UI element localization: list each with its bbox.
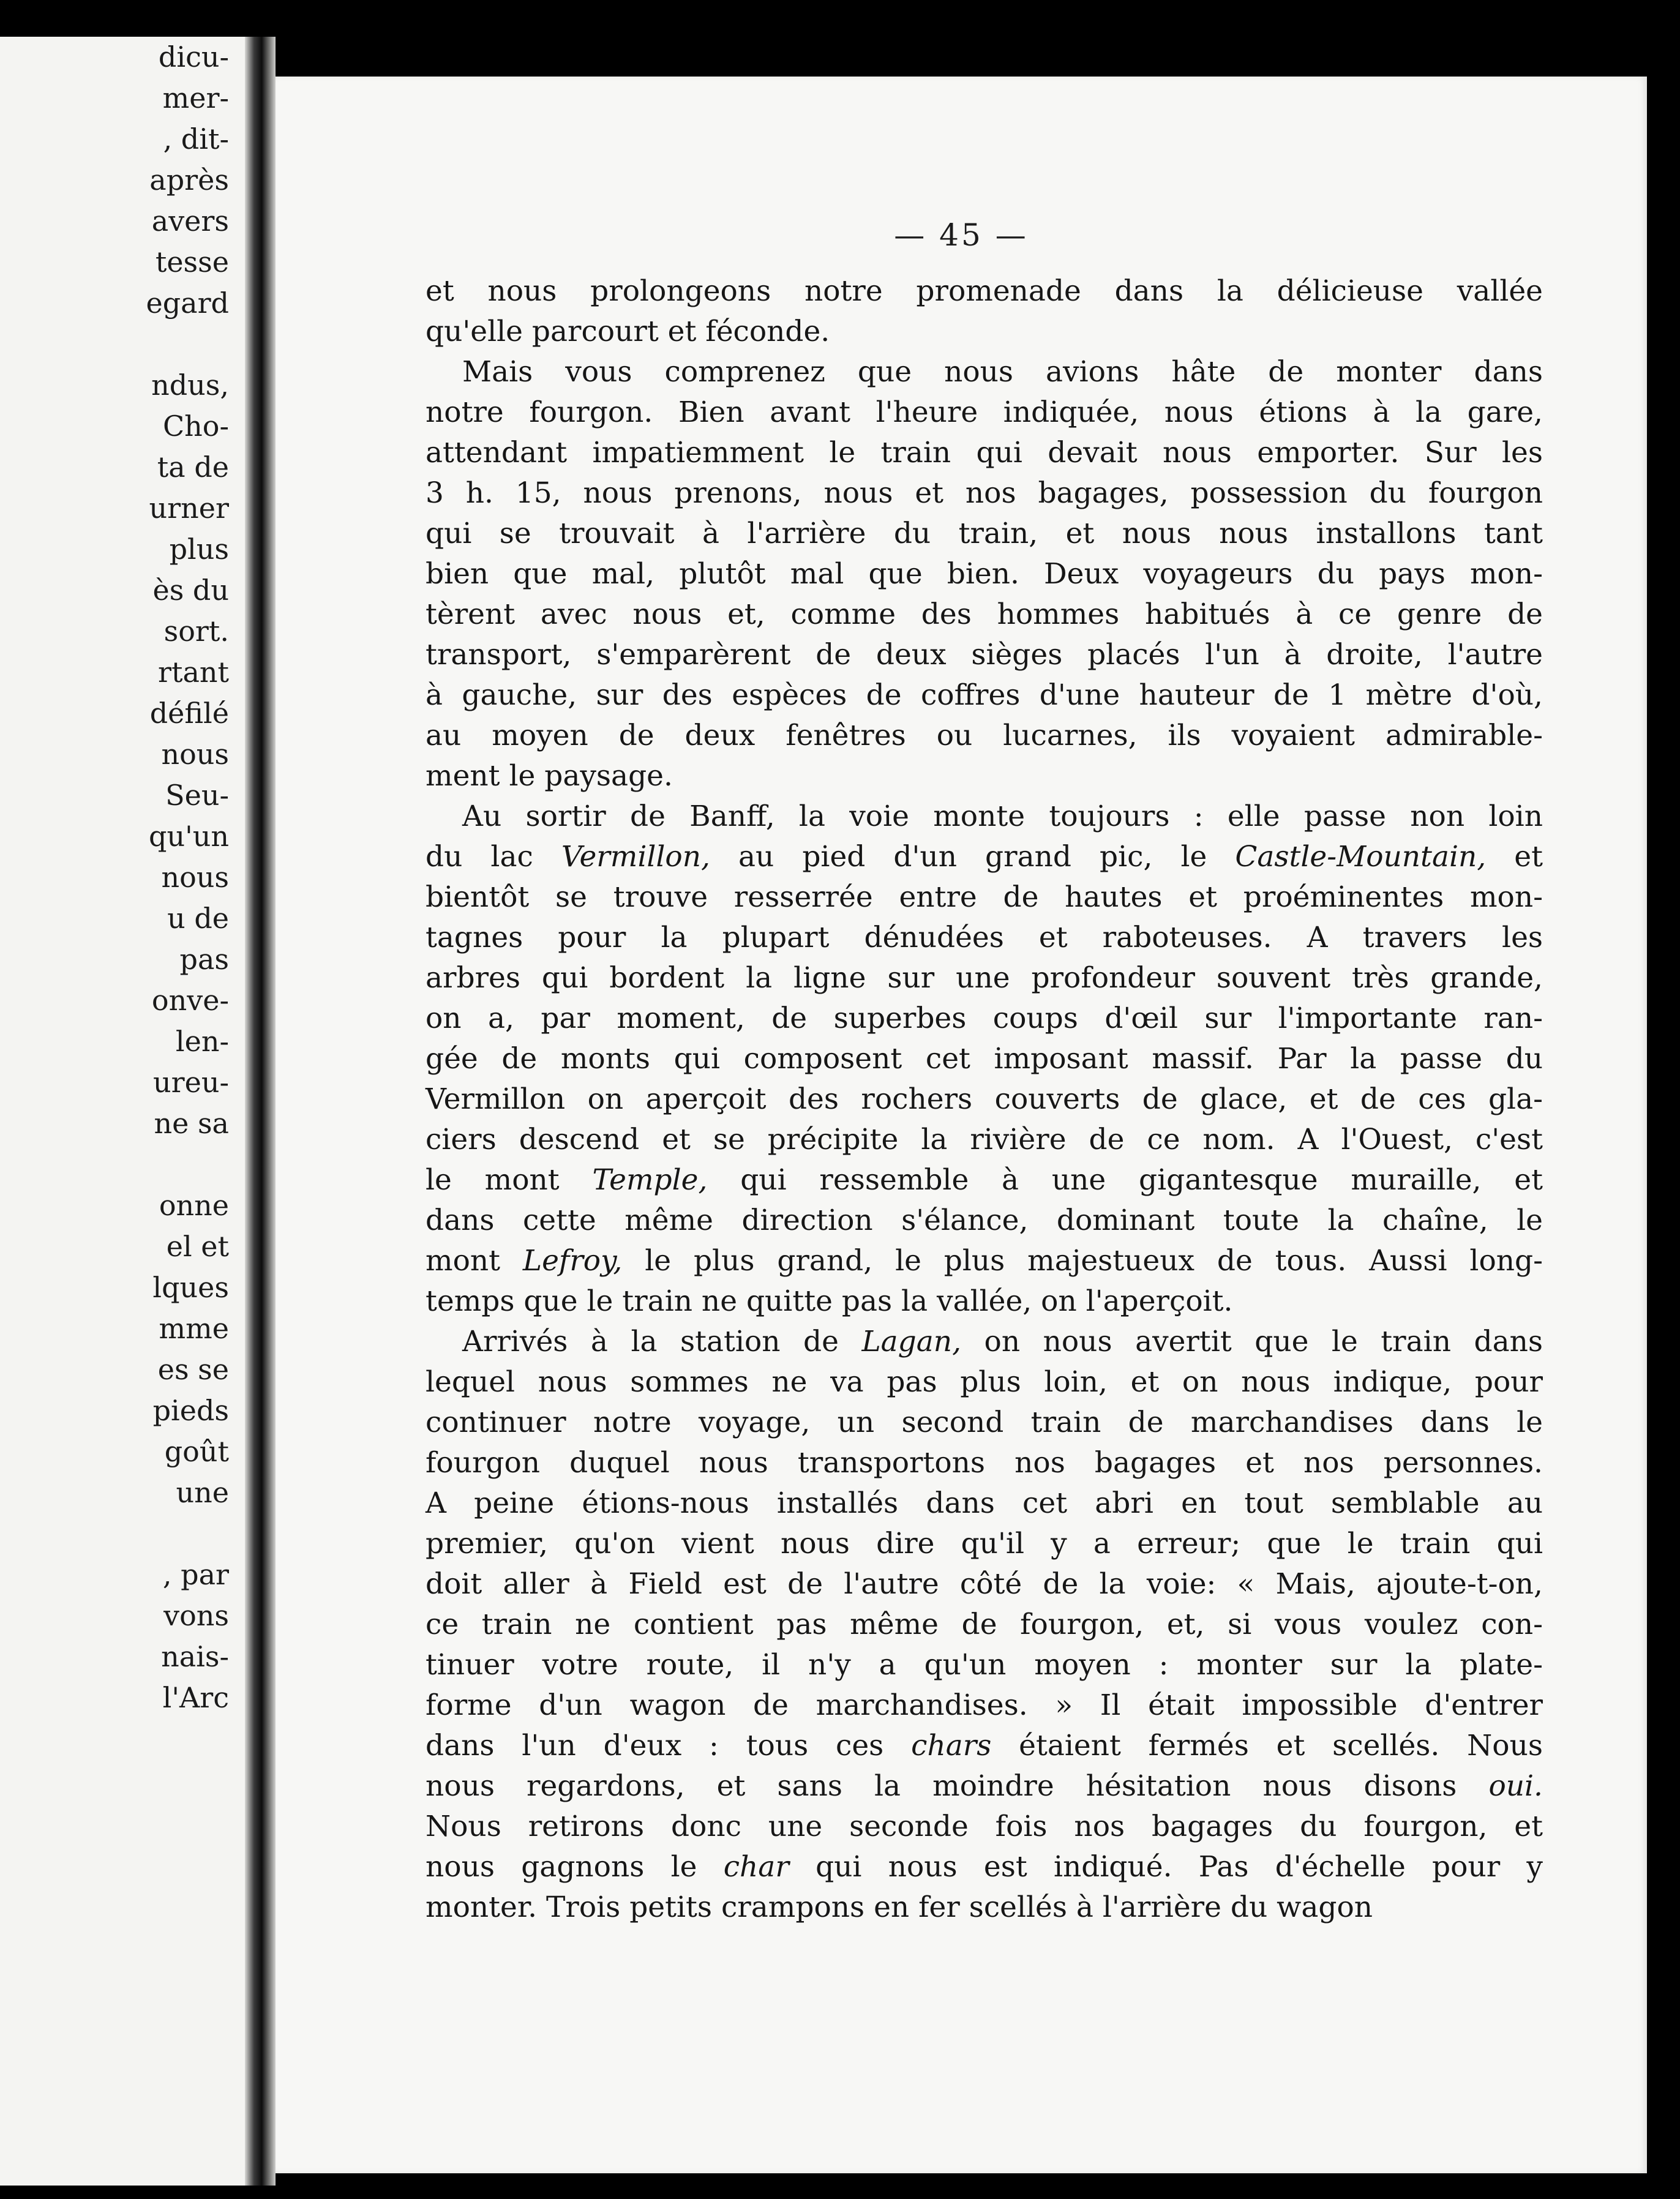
text-line: continuer notre voyage, un second train de marchandises dans le bbox=[426, 1406, 1543, 1439]
text-line: ciers descend et se précipite la rivière de ce nom. A l'Ouest, c'est bbox=[426, 1123, 1543, 1156]
text-line: Au sortir de Banff, la voie monte toujours : elle passe non loin bbox=[462, 800, 1543, 833]
previous-page-line: ès du bbox=[152, 574, 229, 607]
previous-page-line: urner bbox=[149, 492, 229, 525]
text-line: gée de monts qui composent cet imposant massif. Par la passe du bbox=[426, 1042, 1543, 1076]
previous-page-line: dicu- bbox=[158, 40, 229, 73]
text-line: arbres qui bordent la ligne sur une profondeur souvent très grande, bbox=[426, 961, 1543, 995]
previous-page-line: len- bbox=[175, 1025, 229, 1058]
previous-page-line: pieds bbox=[152, 1394, 229, 1427]
previous-page-line: , par bbox=[162, 1558, 229, 1591]
text-line: 3 h. 15, nous prenons, nous et nos bagages, possession du fourgon bbox=[426, 476, 1543, 510]
text-line: Nous retirons donc une seconde fois nos bagages du fourgon, et bbox=[426, 1810, 1543, 1843]
text-line: monter. Trois petits crampons en fer scellés à l'arrière du wagon bbox=[426, 1890, 1373, 1924]
previous-page-line: sort. bbox=[163, 615, 229, 648]
previous-page-line: ureu- bbox=[152, 1066, 229, 1099]
previous-page-line: egard bbox=[146, 287, 229, 320]
text-line: au moyen de deux fenêtres ou lucarnes, ils voyaient admirable- bbox=[426, 719, 1543, 752]
text-line: forme d'un wagon de marchandises. » Il était impossible d'entrer bbox=[426, 1688, 1543, 1722]
previous-page-line: u de bbox=[167, 902, 229, 935]
text-line: lequel nous sommes ne va pas plus loin, et on nous indique, pour bbox=[426, 1365, 1543, 1399]
previous-page-line: qu'un bbox=[149, 820, 229, 853]
previous-page-line: es se bbox=[157, 1353, 229, 1386]
page-number: — 45 — bbox=[894, 217, 1029, 253]
text-line: ce train ne contient pas même de fourgon, et, si vous voulez con- bbox=[426, 1608, 1543, 1641]
text-line: Arrivés à la station de Lagan, on nous avertit que le train dans bbox=[462, 1325, 1543, 1358]
previous-page-line bbox=[0, 1144, 229, 1185]
previous-page-line: nous bbox=[161, 738, 229, 771]
previous-page-line: el et bbox=[166, 1230, 229, 1263]
previous-page-line: vons bbox=[163, 1599, 229, 1632]
previous-page-line: défilé bbox=[149, 697, 229, 730]
book-gutter bbox=[245, 37, 276, 2186]
text-line: tinuer votre route, il n'y a qu'un moyen : monter sur la plate- bbox=[426, 1648, 1543, 1682]
previous-page-line bbox=[0, 1513, 229, 1554]
text-line: le mont Temple, qui ressemble à une gigantesque muraille, et bbox=[426, 1163, 1543, 1197]
text-line: doit aller à Field est de l'autre côté de la voie: « Mais, ajoute-t-on, bbox=[426, 1567, 1543, 1601]
previous-page-text-column bbox=[0, 37, 229, 1718]
previous-page-line: après bbox=[149, 163, 229, 197]
text-line: mont Lefroy, le plus grand, le plus majestueux de tous. Aussi long- bbox=[426, 1244, 1543, 1278]
text-line: du lac Vermillon, au pied d'un grand pic, le Castle-Mountain, et bbox=[426, 840, 1543, 874]
text-line: temps que le train ne quitte pas la vallée, on l'aperçoit. bbox=[426, 1284, 1233, 1318]
text-line: transport, s'emparèrent de deux sièges placés l'un à droite, l'autre bbox=[426, 638, 1543, 672]
text-line: on a, par moment, de superbes coups d'œil sur l'importante ran- bbox=[426, 1002, 1543, 1035]
text-line: nous regardons, et sans la moindre hésitation nous disons oui. bbox=[426, 1769, 1543, 1803]
previous-page-line: l'Arc bbox=[162, 1681, 229, 1714]
previous-page-line: onve- bbox=[151, 984, 229, 1017]
text-line: et nous prolongeons notre promenade dans la délicieuse vallée bbox=[426, 274, 1543, 308]
previous-page-line: ne sa bbox=[154, 1107, 229, 1140]
text-line: dans l'un d'eux : tous ces chars étaient fermés et scellés. Nous bbox=[426, 1729, 1543, 1763]
previous-page-line: plus bbox=[169, 533, 229, 566]
text-line: nous gagnons le char qui nous est indiqué. Pas d'échelle pour y bbox=[426, 1850, 1543, 1884]
previous-page-line: goût bbox=[164, 1435, 229, 1468]
previous-page-line: une bbox=[176, 1476, 229, 1509]
text-line: Vermillon on aperçoit des rochers couverts de glace, et de ces gla- bbox=[426, 1082, 1543, 1116]
text-line: tèrent avec nous et, comme des hommes habitués à ce genre de bbox=[426, 598, 1543, 631]
previous-page-line: ta de bbox=[157, 451, 229, 484]
text-line: ment le paysage. bbox=[426, 759, 673, 793]
previous-page-line: Seu- bbox=[165, 779, 229, 812]
text-line: premier, qu'on vient nous dire qu'il y a erreur; que le train qui bbox=[426, 1527, 1543, 1560]
page-body-text bbox=[426, 271, 1543, 1928]
previous-page-line: mme bbox=[159, 1312, 229, 1345]
previous-page-line: mer- bbox=[162, 81, 229, 114]
previous-page-line: rtant bbox=[157, 656, 229, 689]
previous-page-fragment bbox=[0, 37, 245, 2186]
book-page bbox=[276, 77, 1647, 2173]
previous-page-line bbox=[0, 324, 229, 365]
previous-page-line: pas bbox=[179, 943, 229, 976]
previous-page-line: tesse bbox=[155, 245, 229, 279]
text-line: Mais vous comprenez que nous avions hâte de monter dans bbox=[462, 355, 1543, 389]
text-line: tagnes pour la plupart dénudées et raboteuses. A travers les bbox=[426, 921, 1543, 954]
previous-page-line: ndus, bbox=[151, 369, 229, 402]
text-line: à gauche, sur des espèces de coffres d'une hauteur de 1 mètre d'où, bbox=[426, 678, 1543, 712]
text-line: dans cette même direction s'élance, dominant toute la chaîne, le bbox=[426, 1204, 1543, 1237]
text-line: fourgon duquel nous transportons nos bagages et nos personnes. bbox=[426, 1446, 1543, 1480]
previous-page-line: nous bbox=[161, 861, 229, 894]
text-line: qui se trouvait à l'arrière du train, et nous nous installons tant bbox=[426, 517, 1543, 550]
text-line: qu'elle parcourt et féconde. bbox=[426, 315, 830, 348]
previous-page-line: Cho- bbox=[162, 410, 229, 443]
previous-page-line: lques bbox=[152, 1271, 229, 1304]
text-line: A peine étions-nous installés dans cet abri en tout semblable au bbox=[426, 1486, 1543, 1520]
previous-page-line: avers bbox=[151, 204, 229, 238]
text-line: bien que mal, plutôt mal que bien. Deux voyageurs du pays mon- bbox=[426, 557, 1543, 591]
previous-page-line: , dit- bbox=[163, 122, 229, 155]
text-line: notre fourgon. Bien avant l'heure indiquée, nous étions à la gare, bbox=[426, 395, 1543, 429]
previous-page-line: nais- bbox=[161, 1640, 229, 1673]
previous-page-line: onne bbox=[159, 1189, 229, 1222]
text-line: bientôt se trouve resserrée entre de hautes et proéminentes mon- bbox=[426, 880, 1543, 914]
text-line: attendant impatiemment le train qui devait nous emporter. Sur les bbox=[426, 436, 1543, 470]
